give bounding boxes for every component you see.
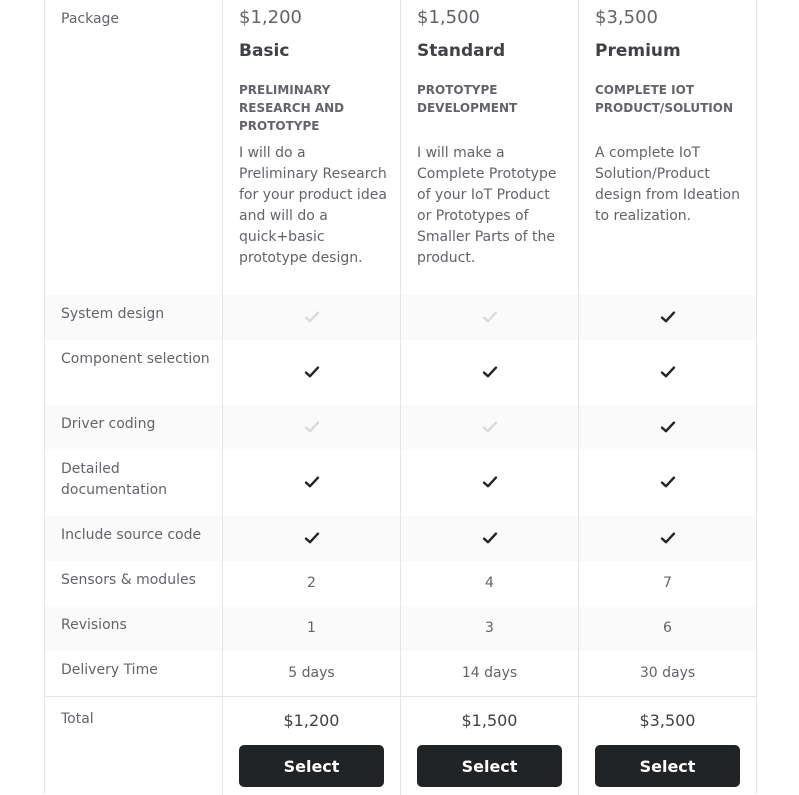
feature-cell-premium	[578, 651, 756, 696]
feature-label: Sensors & modules	[61, 572, 196, 588]
total-row	[45, 696, 756, 795]
check-icon	[660, 309, 676, 325]
feature-cell-standard	[400, 516, 578, 561]
feature-label: System design	[61, 306, 165, 322]
package-basic-column	[222, 0, 400, 295]
feature-cell-standard	[400, 405, 578, 450]
feature-cell-basic	[222, 516, 400, 561]
feature-cell-premium	[578, 516, 756, 561]
package-subtitle: COMPLETE IOT PRODUCT/SOLUTION	[595, 83, 734, 115]
feature-label: Detailed documentation	[61, 461, 168, 498]
total-price: $1,500	[461, 711, 518, 730]
total-price: $1,200	[283, 711, 340, 730]
feature-row	[45, 295, 756, 340]
feature-value: 30 days	[639, 664, 696, 681]
feature-cell-premium	[578, 295, 756, 340]
check-icon	[304, 474, 320, 490]
feature-cell-standard	[400, 561, 578, 606]
feature-label: Include source code	[61, 527, 202, 543]
feature-value: 6	[663, 619, 672, 636]
feature-value: 5 days	[288, 664, 335, 681]
feature-label-cell	[45, 606, 222, 651]
package-name: Basic	[239, 41, 290, 61]
feature-row	[45, 561, 756, 606]
package-subtitle: PROTOTYPE DEVELOPMENT	[417, 83, 518, 115]
check-disabled-icon	[482, 419, 498, 435]
feature-cell-basic	[222, 561, 400, 606]
feature-cell-basic	[222, 295, 400, 340]
check-icon	[482, 364, 498, 380]
select-standard-button[interactable]: Select	[417, 745, 562, 787]
feature-cell-standard	[400, 651, 578, 696]
feature-label: Driver coding	[61, 416, 156, 432]
feature-label: Revisions	[61, 617, 127, 633]
total-premium-cell	[578, 697, 756, 795]
feature-cell-premium	[578, 340, 756, 405]
check-icon	[660, 474, 676, 490]
feature-label-cell	[45, 516, 222, 561]
feature-cell-premium	[578, 450, 756, 516]
feature-cell-premium	[578, 405, 756, 450]
package-standard-column	[400, 0, 578, 295]
feature-row	[45, 450, 756, 516]
feature-value: 14 days	[461, 664, 518, 681]
select-premium-button[interactable]: Select	[595, 745, 740, 787]
check-icon	[304, 530, 320, 546]
feature-value: 2	[307, 574, 316, 591]
feature-row	[45, 606, 756, 651]
package-premium-column	[578, 0, 756, 295]
feature-cell-standard	[400, 450, 578, 516]
feature-cell-premium	[578, 561, 756, 606]
feature-label: Delivery Time	[61, 662, 158, 678]
total-standard-cell	[400, 697, 578, 795]
feature-cell-basic	[222, 450, 400, 516]
feature-cell-basic	[222, 651, 400, 696]
check-disabled-icon	[304, 309, 320, 325]
feature-value: 3	[485, 619, 494, 636]
feature-label-cell	[45, 561, 222, 606]
total-label-cell	[45, 697, 222, 795]
feature-cell-standard	[400, 295, 578, 340]
feature-label-cell	[45, 651, 222, 696]
feature-label-cell	[45, 450, 222, 516]
package-price: $1,500	[417, 7, 480, 28]
select-basic-button[interactable]: Select	[239, 745, 384, 787]
check-icon	[660, 364, 676, 380]
check-icon	[304, 364, 320, 380]
check-icon	[660, 530, 676, 546]
feature-cell-standard	[400, 340, 578, 405]
package-label: Package	[61, 11, 120, 27]
feature-value: 1	[307, 619, 316, 636]
check-icon	[482, 530, 498, 546]
feature-label-cell	[45, 405, 222, 450]
check-icon	[482, 474, 498, 490]
check-disabled-icon	[304, 419, 320, 435]
feature-row	[45, 516, 756, 561]
total-label: Total	[61, 711, 94, 727]
check-icon	[660, 419, 676, 435]
feature-row	[45, 405, 756, 450]
package-label-cell	[45, 0, 222, 295]
feature-row	[45, 651, 756, 696]
package-comparison-table	[44, 0, 757, 794]
package-price: $1,200	[239, 7, 302, 28]
package-description: I will make a Complete Prototype of your IoT Product or Prototypes of Smaller Parts of the product.	[417, 145, 557, 266]
check-disabled-icon	[482, 309, 498, 325]
feature-cell-premium	[578, 606, 756, 651]
package-header-row	[45, 0, 756, 295]
feature-cell-basic	[222, 340, 400, 405]
feature-value: 4	[485, 574, 494, 591]
total-basic-cell	[222, 697, 400, 795]
feature-row	[45, 340, 756, 405]
feature-label: Component selection	[61, 351, 210, 367]
package-name: Standard	[417, 41, 506, 61]
feature-value: 7	[663, 574, 672, 591]
package-description: A complete IoT Solution/Product design from Ideation to realization.	[595, 145, 740, 224]
package-name: Premium	[595, 41, 681, 61]
package-subtitle: PRELIMINARY RESEARCH AND PROTOTYPE	[239, 83, 345, 133]
feature-cell-basic	[222, 405, 400, 450]
feature-cell-basic	[222, 606, 400, 651]
feature-cell-standard	[400, 606, 578, 651]
total-price: $3,500	[639, 711, 696, 730]
feature-label-cell	[45, 340, 222, 405]
package-price: $3,500	[595, 7, 658, 28]
package-description: I will do a Preliminary Research for your product idea and will do a quick+basic prototype design.	[239, 145, 387, 266]
feature-label-cell	[45, 295, 222, 340]
